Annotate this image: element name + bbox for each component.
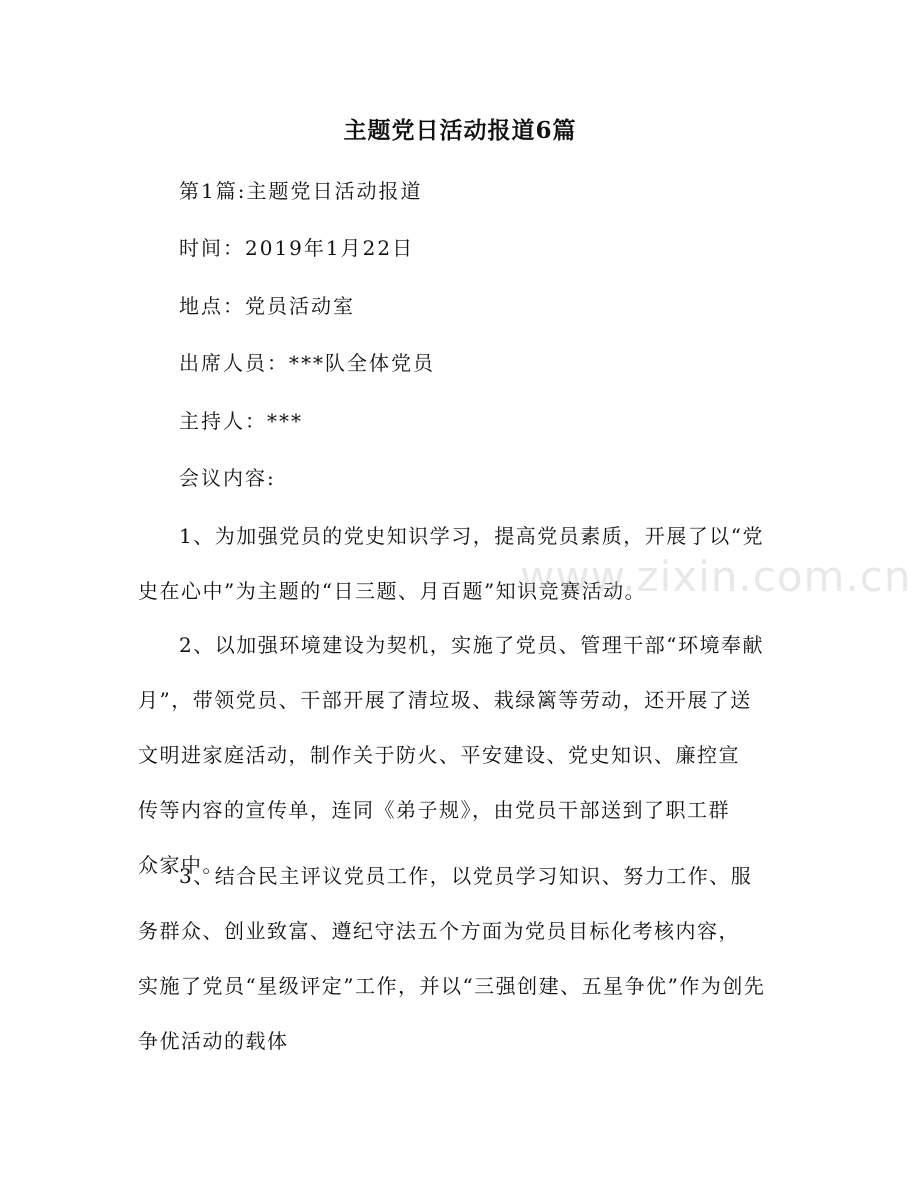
meeting-time: 时间：2019年1月22日 xyxy=(179,236,415,260)
section-heading: 第1篇:主题党日活动报道 xyxy=(179,179,423,203)
paragraph-row: 务群众、创业致富、遵纪守法五个方面为党员目标化考核内容， xyxy=(138,919,740,943)
content-paragraph-3 xyxy=(138,862,788,1082)
paragraph-row: 实施了党员“星级评定”工作，并以“三强创建、五星争优”作为创先 xyxy=(138,974,766,998)
paragraph-row: 1、为加强党员的党史知识学习，提高党员素质，开展了以“党 xyxy=(179,524,764,548)
meeting-content-label: 会议内容: xyxy=(179,466,276,490)
paragraph-row: 史在心中”为主题的“日三题、月百题”知识竞赛活动。 xyxy=(138,579,647,603)
meeting-location: 地点：党员活动室 xyxy=(179,294,355,318)
document-title: 主题党日活动报道6篇 xyxy=(343,117,577,144)
paragraph-row: 2、以加强环境建设为契机，实施了党员、管理干部“环境奉献 xyxy=(179,633,764,657)
paragraph-row: 3、结合民主评议党员工作，以党员学习知识、努力工作、服 xyxy=(179,864,753,888)
meeting-attendees: 出席人员：***队全体党员 xyxy=(179,351,435,375)
content-paragraph-1 xyxy=(138,522,788,632)
paragraph-row: 众家中。 xyxy=(138,853,224,877)
paragraph-row: 月”，带领党员、干部开展了清垃圾、栽绿篱等劳动，还开展了送 xyxy=(138,688,752,712)
paragraph-row: 争优活动的载体 xyxy=(138,1029,289,1053)
meeting-host: 主持人：*** xyxy=(179,409,303,433)
paragraph-row: 文明进家庭活动，制作关于防火、平安建设、党史知识、廉控宣 xyxy=(138,743,740,767)
watermark-text: www.zixin.com.cn xyxy=(520,552,912,601)
paragraph-row: 传等内容的宣传单，连同《弟子规》，由党员干部送到了职工群 xyxy=(138,798,730,822)
